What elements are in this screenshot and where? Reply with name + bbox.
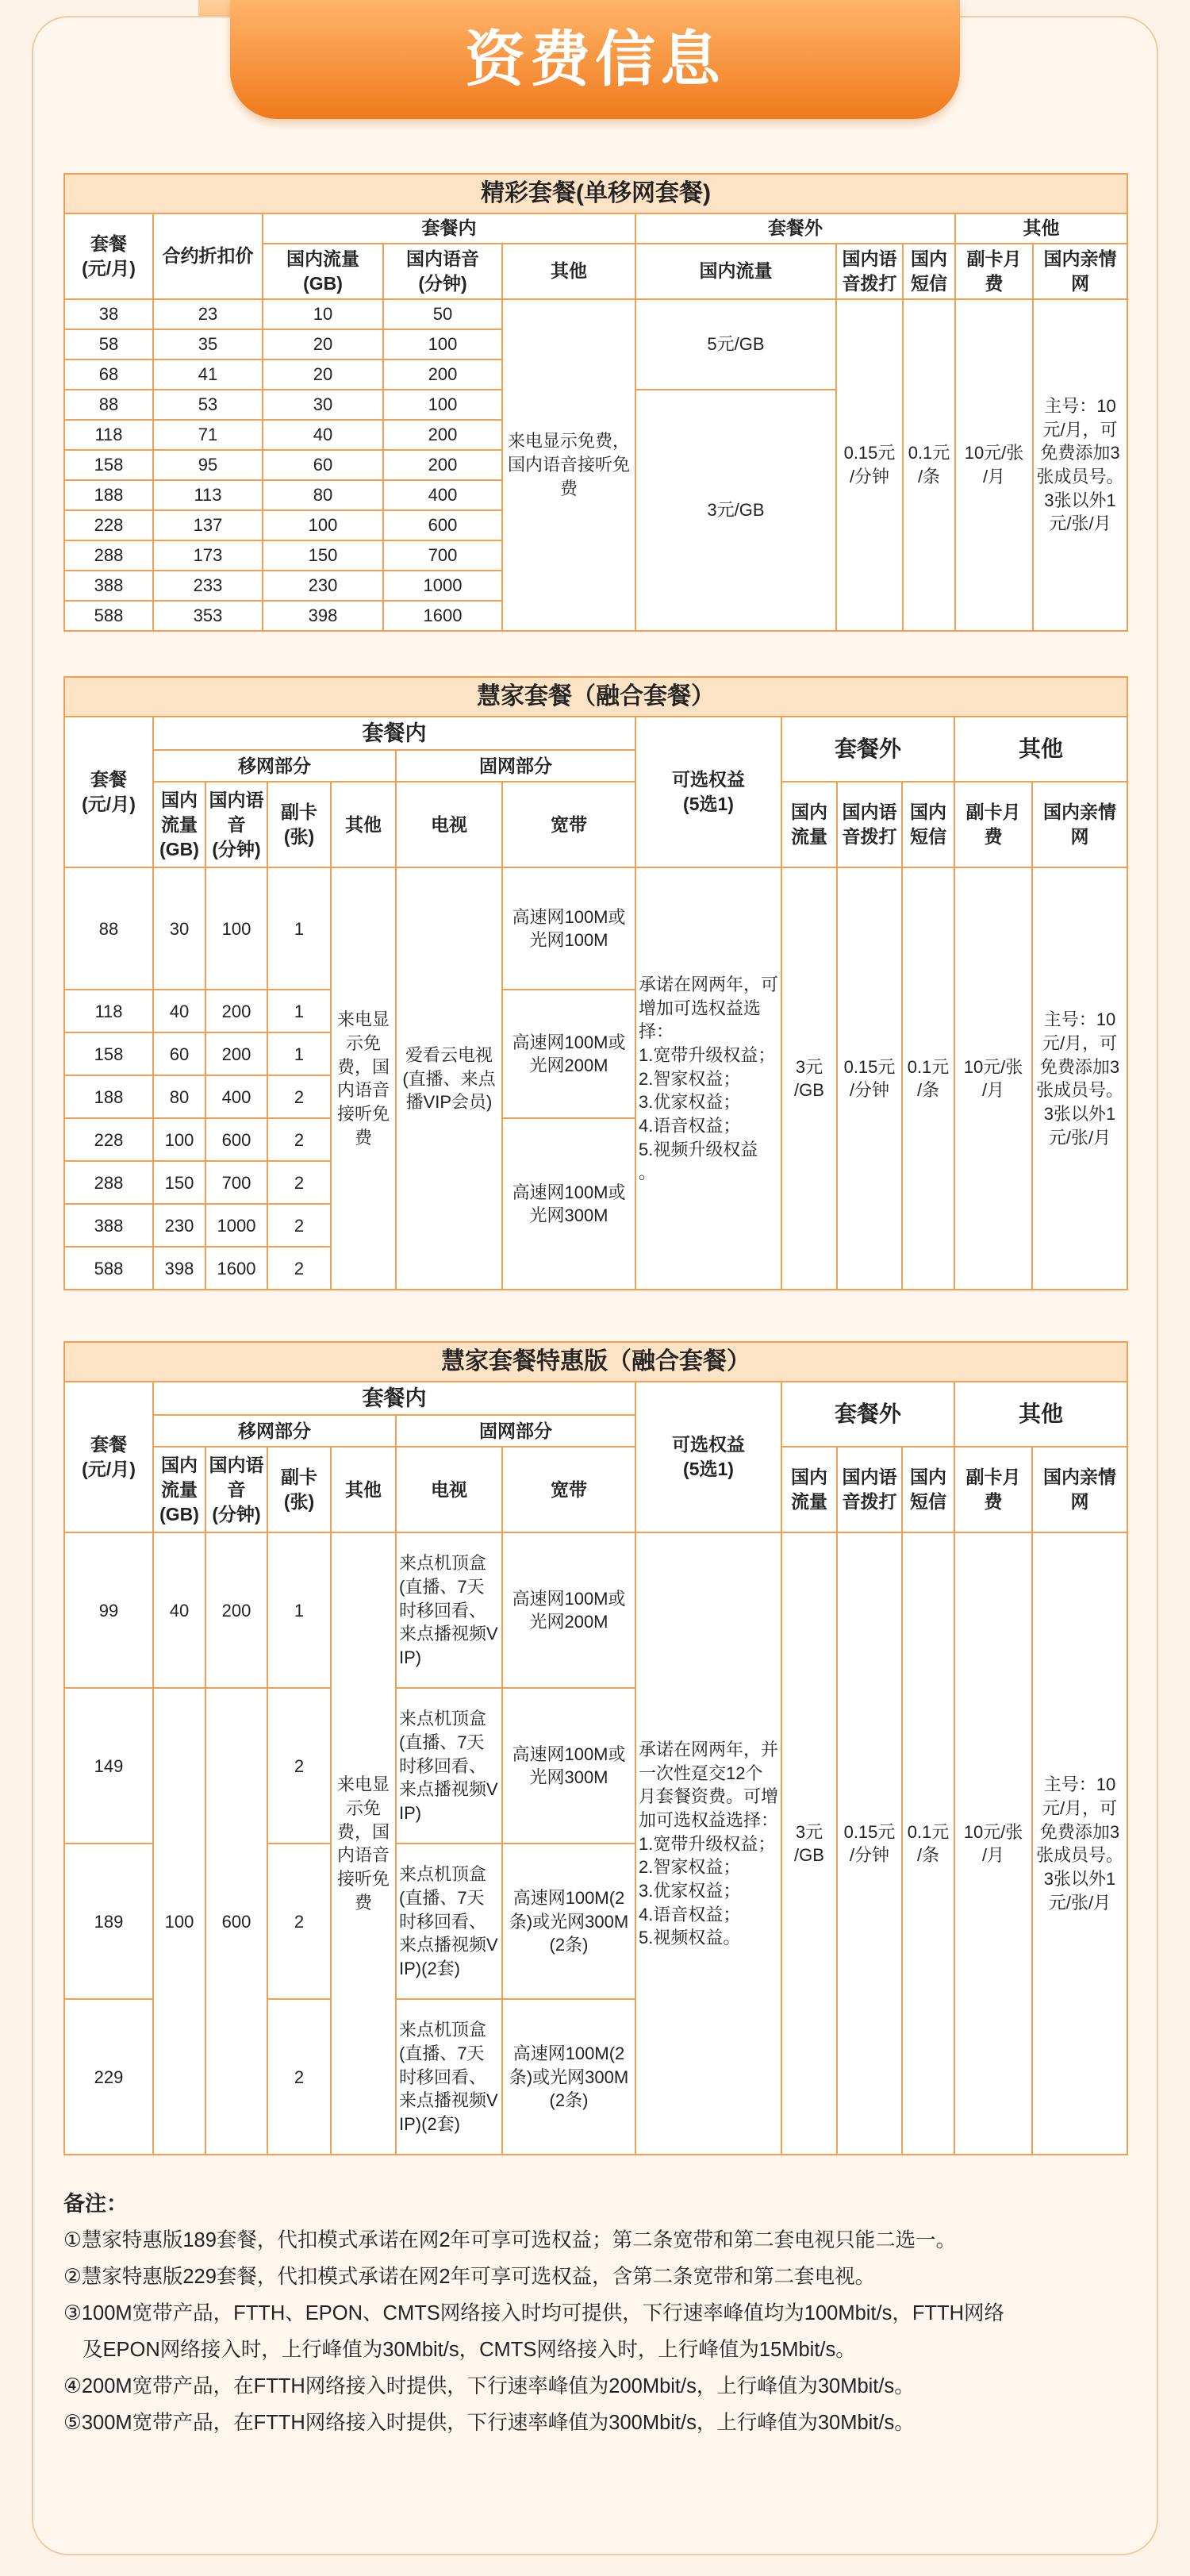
subcard-cell: 10元/张 /月 bbox=[954, 1532, 1032, 2155]
note-4: ④200M宽带产品，在FTTH网络接入时提供，下行速率峰值为200Mbit/s，上行峰值为30Mbit/s。 bbox=[63, 2375, 915, 2397]
subcard-count-cell: 1 bbox=[267, 1532, 331, 1688]
voice-cell: 200 bbox=[205, 1532, 267, 1688]
out-data-header: 国内流量 bbox=[781, 1447, 837, 1532]
data-cell: 40 bbox=[153, 1532, 205, 1688]
voice-cell: 100 bbox=[383, 329, 502, 359]
other-col-header: 其他 bbox=[331, 782, 396, 867]
voice-cell: 200 bbox=[383, 359, 502, 390]
subcard-count-cell: 1 bbox=[267, 1032, 331, 1075]
out-plan-header: 套餐外 bbox=[781, 1382, 954, 1447]
fixed-part-header: 固网部分 bbox=[396, 1415, 635, 1447]
plan-cell: 229 bbox=[64, 1999, 153, 2155]
m-sub-header: 副卡 (张) bbox=[267, 782, 331, 867]
out-data-cell: 3元 /GB bbox=[781, 867, 837, 1290]
out-sms-header: 国内 短信 bbox=[903, 244, 955, 299]
out-voice-cell: 0.15元 /分钟 bbox=[836, 299, 903, 631]
voice-cell: 700 bbox=[205, 1161, 267, 1204]
in-plan-header: 套餐内 bbox=[153, 717, 635, 750]
broadband-cell: 高速网100M或光网200M bbox=[502, 990, 635, 1118]
tv-cell: 来点机顶盒(直播、7天时移回看、来点播视频VIP) bbox=[396, 1532, 502, 1688]
data-cell: 80 bbox=[153, 1075, 205, 1118]
out-plan-header: 套餐外 bbox=[635, 213, 955, 244]
discount-header: 合约折扣价 bbox=[153, 213, 263, 299]
others-header: 其他 bbox=[954, 717, 1127, 782]
subcard-count-cell: 2 bbox=[267, 1999, 331, 2155]
table-row bbox=[64, 867, 1127, 990]
plan-cell: 58 bbox=[64, 329, 153, 359]
family-header: 国内亲情 网 bbox=[1032, 1447, 1127, 1532]
subcard-count-cell: 2 bbox=[267, 1118, 331, 1161]
voice-header: 国内语音 (分钟) bbox=[383, 244, 502, 299]
mobile-part-header: 移网部分 bbox=[153, 750, 396, 782]
subcard-count-cell: 2 bbox=[267, 1204, 331, 1247]
out-sms-cell: 0.1元 /条 bbox=[902, 1532, 954, 2155]
voice-cell: 1000 bbox=[205, 1204, 267, 1247]
tv-cell: 爱看云电视(直播、来点播VIP会员) bbox=[396, 867, 502, 1290]
broadband-cell: 高速网100M(2条)或光网300M(2条) bbox=[502, 1844, 635, 1999]
plan-cell: 88 bbox=[64, 867, 153, 990]
out-voice-cell: 0.15元 /分钟 bbox=[837, 1532, 902, 2155]
broadband-cell: 高速网100M或光网300M bbox=[502, 1118, 635, 1290]
out-voice-header: 国内语 音拨打 bbox=[837, 782, 902, 867]
data-cell: 40 bbox=[263, 420, 383, 450]
discount-cell: 35 bbox=[153, 329, 263, 359]
fixed-part-header: 固网部分 bbox=[396, 750, 635, 782]
other-col-header: 其他 bbox=[331, 1447, 396, 1532]
tv-header: 电视 bbox=[396, 1447, 502, 1532]
voice-cell: 50 bbox=[383, 299, 502, 329]
data-cell: 60 bbox=[263, 450, 383, 480]
discount-cell: 233 bbox=[153, 571, 263, 601]
data-cell: 100 bbox=[153, 1688, 205, 2155]
other-cell: 来电显示免费，国内语音接听免费 bbox=[502, 299, 635, 631]
tv-cell: 来点机顶盒(直播、7天时移回看、来点播视频VIP) bbox=[396, 1688, 502, 1844]
out-data-header: 国内流量 bbox=[781, 782, 837, 867]
plan-cell: 68 bbox=[64, 359, 153, 390]
in-plan-header: 套餐内 bbox=[263, 213, 635, 244]
family-cell: 主号：10元/月，可免费添加3张成员号。3张以外1元/张/月 bbox=[1033, 299, 1127, 631]
plan-cell: 588 bbox=[64, 601, 153, 631]
voice-cell: 200 bbox=[383, 450, 502, 480]
out-voice-header: 国内语 音拨打 bbox=[836, 244, 903, 299]
discount-cell: 71 bbox=[153, 420, 263, 450]
data-cell: 150 bbox=[153, 1161, 205, 1204]
voice-cell: 200 bbox=[383, 420, 502, 450]
family-cell: 主号：10元/月，可免费添加3张成员号。3张以外1元/张/月 bbox=[1032, 1532, 1127, 2155]
plan-cell: 588 bbox=[64, 1247, 153, 1290]
out-data-cell: 3元 /GB bbox=[781, 1532, 837, 2155]
data-cell: 230 bbox=[153, 1204, 205, 1247]
note-2: ②慧家特惠版229套餐，代扣模式承诺在网2年可享可选权益，含第二条宽带和第二套电视。 bbox=[63, 2266, 876, 2288]
note-5: ⑤300M宽带产品，在FTTH网络接入时提供，下行速率峰值为300Mbit/s，上行峰值为30Mbit/s。 bbox=[63, 2412, 915, 2434]
plan-cell: 188 bbox=[64, 1075, 153, 1118]
m-sub-header: 副卡 (张) bbox=[267, 1447, 331, 1532]
m-voice-header: 国内语 音 (分钟) bbox=[205, 782, 267, 867]
in-plan-header: 套餐内 bbox=[153, 1382, 635, 1415]
data-header: 国内流量 (GB) bbox=[263, 244, 383, 299]
out-sms-cell: 0.1元 /条 bbox=[902, 867, 954, 1290]
plan-cell: 38 bbox=[64, 299, 153, 329]
discount-cell: 173 bbox=[153, 540, 263, 571]
table-row bbox=[64, 1532, 1127, 1688]
subcard-header: 副卡月 费 bbox=[955, 244, 1033, 299]
plan-header: 套餐 (元/月) bbox=[64, 213, 153, 299]
broadband-header: 宽带 bbox=[502, 782, 635, 867]
out-sms-header: 国内 短信 bbox=[902, 782, 954, 867]
out-data-cell: 5元/GB bbox=[635, 299, 836, 390]
plan-cell: 118 bbox=[64, 420, 153, 450]
discount-cell: 53 bbox=[153, 390, 263, 420]
table-jingcai bbox=[63, 173, 1128, 632]
out-sms-cell: 0.1元 /条 bbox=[903, 299, 955, 631]
subcard-count-cell: 1 bbox=[267, 990, 331, 1032]
discount-cell: 353 bbox=[153, 601, 263, 631]
note-3-cont: 及EPON网络接入时，上行峰值为30Mbit/s，CMTS网络接入时，上行峰值为15Mbit/s。 bbox=[83, 2339, 856, 2361]
title-banner bbox=[230, 0, 960, 119]
plan-cell: 388 bbox=[64, 1204, 153, 1247]
subcard-cell: 10元/张 /月 bbox=[954, 867, 1032, 1290]
other-col-header: 其他 bbox=[502, 244, 635, 299]
plan-cell: 388 bbox=[64, 571, 153, 601]
subcard-count-cell: 1 bbox=[267, 867, 331, 990]
page-title: 资费信息 bbox=[465, 24, 725, 94]
data-cell: 20 bbox=[263, 359, 383, 390]
subcard-count-cell: 2 bbox=[267, 1075, 331, 1118]
family-header: 国内亲情 网 bbox=[1033, 244, 1127, 299]
plan-cell: 288 bbox=[64, 540, 153, 571]
other-cell: 来电显示免费，国内语音接听免费 bbox=[331, 1532, 396, 2155]
tv-header: 电视 bbox=[396, 782, 502, 867]
subcard-count-cell: 2 bbox=[267, 1161, 331, 1204]
broadband-header: 宽带 bbox=[502, 1447, 635, 1532]
plan-cell: 188 bbox=[64, 480, 153, 510]
table-caption: 慧家套餐（融合套餐） bbox=[64, 677, 1127, 717]
voice-cell: 400 bbox=[205, 1075, 267, 1118]
discount-cell: 41 bbox=[153, 359, 263, 390]
other-cell: 来电显示免费，国内语音接听免费 bbox=[331, 867, 396, 1290]
data-cell: 80 bbox=[263, 480, 383, 510]
voice-cell: 700 bbox=[383, 540, 502, 571]
data-cell: 398 bbox=[153, 1247, 205, 1290]
out-voice-cell: 0.15元 /分钟 bbox=[837, 867, 902, 1290]
benefit-cell: 承诺在网两年，可增加可选权益选择： 1.宽带升级权益； 2.智家权益； 3.优家权益； 4.语音权益； 5.视频升级权益 。 bbox=[635, 867, 781, 1290]
discount-cell: 23 bbox=[153, 299, 263, 329]
plan-cell: 158 bbox=[64, 1032, 153, 1075]
voice-cell: 600 bbox=[205, 1688, 267, 2155]
m-data-header: 国内 流量 (GB) bbox=[153, 782, 205, 867]
data-cell: 40 bbox=[153, 990, 205, 1032]
out-data-cell: 3元/GB bbox=[635, 390, 836, 631]
family-cell: 主号：10元/月，可免费添加3张成员号。3张以外1元/张/月 bbox=[1032, 867, 1127, 1290]
m-data-header: 国内 流量 (GB) bbox=[153, 1447, 205, 1532]
others-header: 其他 bbox=[955, 213, 1127, 244]
subcard-count-cell: 2 bbox=[267, 1247, 331, 1290]
tv-cell: 来点机顶盒(直播、7天时移回看、来点播视频VIP)(2套) bbox=[396, 1844, 502, 1999]
notes-title: 备注： bbox=[63, 2192, 128, 2216]
plan-cell: 288 bbox=[64, 1161, 153, 1204]
data-cell: 60 bbox=[153, 1032, 205, 1075]
note-1: ①慧家特惠版189套餐，代扣模式承诺在网2年可享可选权益；第二条宽带和第二套电视只能二选一。 bbox=[63, 2229, 957, 2251]
broadband-cell: 高速网100M或光网200M bbox=[502, 1532, 635, 1688]
discount-cell: 137 bbox=[153, 510, 263, 540]
data-cell: 230 bbox=[263, 571, 383, 601]
voice-cell: 400 bbox=[383, 480, 502, 510]
benefit-header: 可选权益 (5选1) bbox=[635, 717, 781, 867]
benefit-header: 可选权益 (5选1) bbox=[635, 1382, 781, 1532]
m-voice-header: 国内语 音 (分钟) bbox=[205, 1447, 267, 1532]
data-cell: 398 bbox=[263, 601, 383, 631]
subcard-header: 副卡月 费 bbox=[954, 1447, 1032, 1532]
note-3: ③100M宽带产品，FTTH、EPON、CMTS网络接入时均可提供，下行速率峰值均为100Mbit/s，FTTH网络 bbox=[63, 2302, 1005, 2324]
voice-cell: 100 bbox=[383, 390, 502, 420]
data-cell: 30 bbox=[153, 867, 205, 990]
out-voice-header: 国内语 音拨打 bbox=[837, 1447, 902, 1532]
broadband-cell: 高速网100M或光网300M bbox=[502, 1688, 635, 1844]
data-cell: 10 bbox=[263, 299, 383, 329]
others-header: 其他 bbox=[954, 1382, 1127, 1447]
subcard-cell: 10元/张 /月 bbox=[955, 299, 1033, 631]
out-data-header: 国内流量 bbox=[635, 244, 836, 299]
table-row bbox=[64, 299, 1127, 329]
table-caption: 慧家套餐特惠版（融合套餐） bbox=[64, 1342, 1127, 1382]
voice-cell: 200 bbox=[205, 1032, 267, 1075]
discount-cell: 113 bbox=[153, 480, 263, 510]
plan-cell: 118 bbox=[64, 990, 153, 1032]
plan-cell: 88 bbox=[64, 390, 153, 420]
table-huijia bbox=[63, 676, 1128, 1290]
notes-section bbox=[63, 2186, 1127, 2441]
voice-cell: 200 bbox=[205, 990, 267, 1032]
data-cell: 150 bbox=[263, 540, 383, 571]
plan-cell: 158 bbox=[64, 450, 153, 480]
mobile-part-header: 移网部分 bbox=[153, 1415, 396, 1447]
voice-cell: 600 bbox=[205, 1118, 267, 1161]
discount-cell: 95 bbox=[153, 450, 263, 480]
table-huijia-special bbox=[63, 1341, 1128, 2155]
voice-cell: 1600 bbox=[205, 1247, 267, 1290]
voice-cell: 1000 bbox=[383, 571, 502, 601]
voice-cell: 600 bbox=[383, 510, 502, 540]
benefit-cell: 承诺在网两年，并一次性趸交12个月套餐资费。可增加可选权益选择： 1.宽带升级权益； 2.智家权益； 3.优家权益； 4.语音权益； 5.视频权益。 bbox=[635, 1532, 781, 2155]
subcard-count-cell: 2 bbox=[267, 1688, 331, 1844]
broadband-cell: 高速网100M或光网100M bbox=[502, 867, 635, 990]
family-header: 国内亲情 网 bbox=[1032, 782, 1127, 867]
plan-cell: 99 bbox=[64, 1532, 153, 1688]
plan-cell: 228 bbox=[64, 510, 153, 540]
subcard-header: 副卡月 费 bbox=[954, 782, 1032, 867]
plan-header: 套餐 (元/月) bbox=[64, 1382, 153, 1532]
plan-header: 套餐 (元/月) bbox=[64, 717, 153, 867]
plan-cell: 228 bbox=[64, 1118, 153, 1161]
out-plan-header: 套餐外 bbox=[781, 717, 954, 782]
voice-cell: 100 bbox=[205, 867, 267, 990]
table-caption: 精彩套餐(单移网套餐) bbox=[64, 174, 1127, 213]
voice-cell: 1600 bbox=[383, 601, 502, 631]
data-cell: 30 bbox=[263, 390, 383, 420]
subcard-count-cell: 2 bbox=[267, 1844, 331, 1999]
data-cell: 20 bbox=[263, 329, 383, 359]
tv-cell: 来点机顶盒(直播、7天时移回看、来点播视频VIP)(2套) bbox=[396, 1999, 502, 2155]
plan-cell: 189 bbox=[64, 1844, 153, 1999]
data-cell: 100 bbox=[153, 1118, 205, 1161]
broadband-cell: 高速网100M(2条)或光网300M(2条) bbox=[502, 1999, 635, 2155]
data-cell: 100 bbox=[263, 510, 383, 540]
plan-cell: 149 bbox=[64, 1688, 153, 1844]
out-sms-header: 国内 短信 bbox=[902, 1447, 954, 1532]
